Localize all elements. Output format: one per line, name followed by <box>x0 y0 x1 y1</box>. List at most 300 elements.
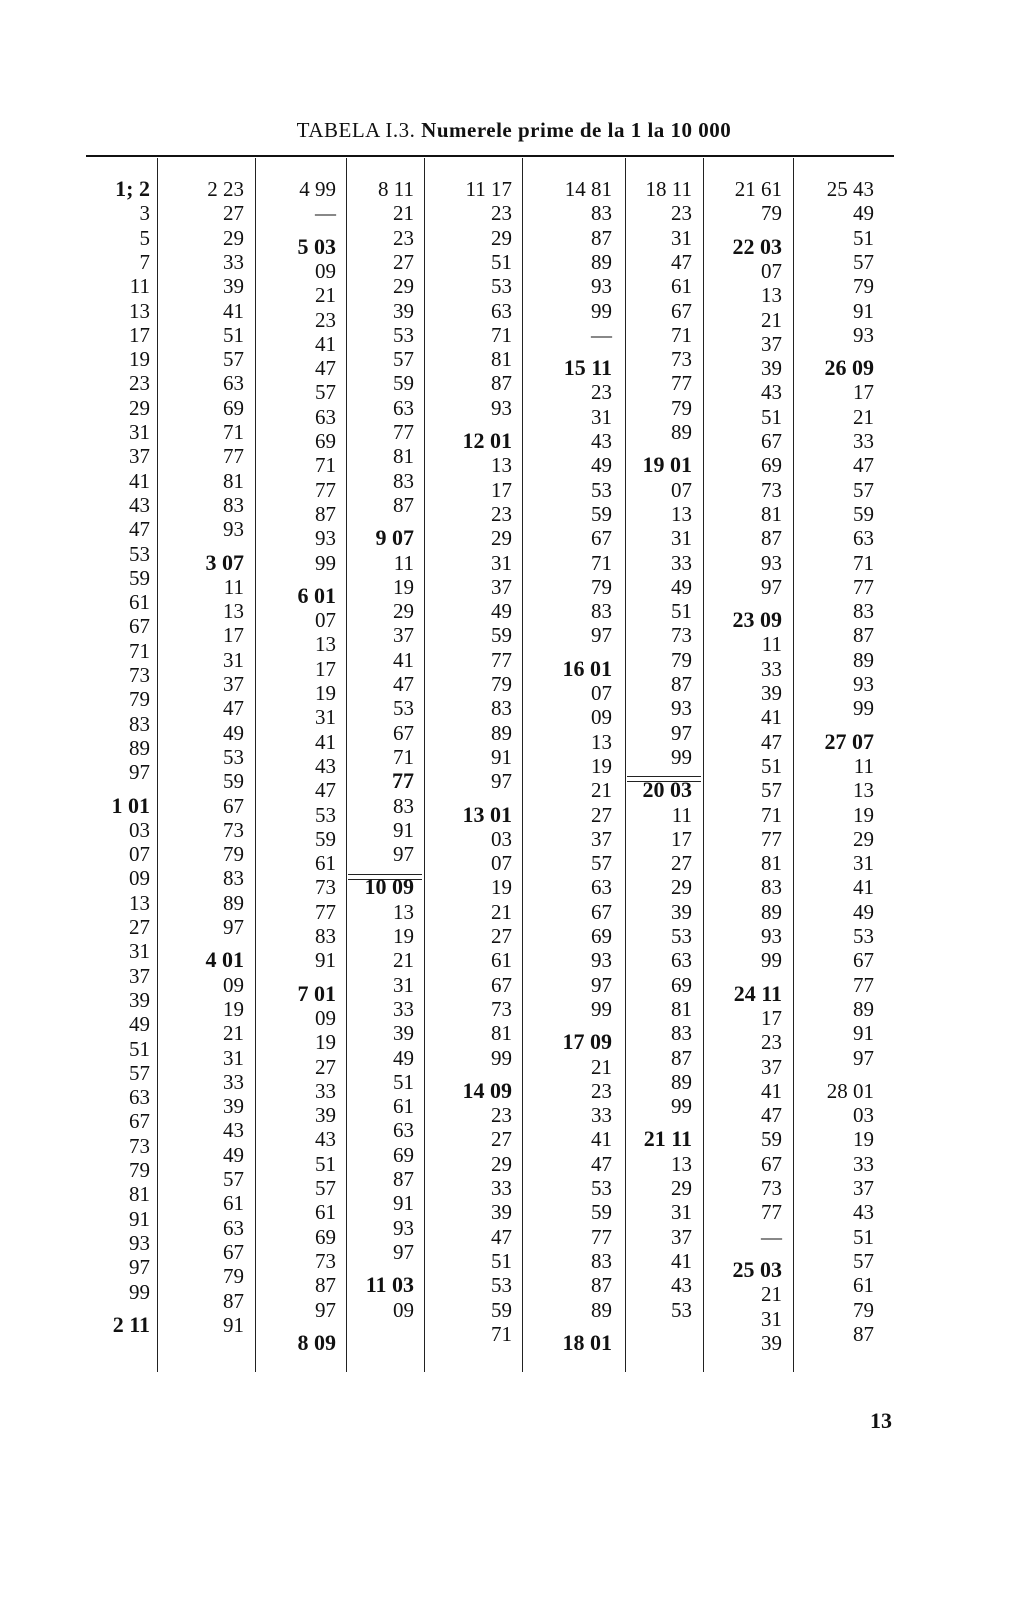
prime-entry: 87 <box>671 1045 692 1070</box>
prime-entry: 59 <box>393 371 414 396</box>
prime-entry: 97 <box>671 720 692 745</box>
prime-entry: 93 <box>853 322 874 347</box>
prime-entry: 11 <box>393 550 414 575</box>
prime-entry: 21 <box>393 201 414 226</box>
prime-entry: 29 <box>671 875 692 900</box>
prime-entry: 77 <box>853 574 874 599</box>
prime-entry: 67 <box>591 899 612 924</box>
prime-entry: 67 <box>853 948 874 973</box>
prime-entry: 19 <box>129 347 150 372</box>
prime-entry: 3 <box>139 201 150 226</box>
prime-entry: 77 <box>761 826 782 851</box>
prime-entry: 89 <box>591 1297 612 1322</box>
prime-entry: 79 <box>853 1297 874 1322</box>
prime-entry: 99 <box>671 1094 692 1119</box>
prime-entry: 61 <box>853 1273 874 1298</box>
prime-entry: 43 <box>315 1127 336 1152</box>
prime-entry: 63 <box>223 1215 244 1240</box>
prime-entry: 59 <box>315 826 336 851</box>
prime-entry: 77 <box>393 420 414 444</box>
prime-entry: 71 <box>491 322 512 347</box>
prime-entry: 67 <box>671 298 692 323</box>
prime-hundreds-entry: 1; 2 <box>115 176 150 201</box>
prime-entry: 73 <box>761 477 782 502</box>
prime-entry: 91 <box>491 744 512 769</box>
prime-entry: 17 <box>315 656 336 681</box>
prime-entry: 33 <box>853 429 874 453</box>
prime-entry: 71 <box>853 550 874 575</box>
prime-hundreds-entry: 6 01 <box>297 582 336 608</box>
prime-entry: 61 <box>223 1191 244 1216</box>
prime-entry: 77 <box>591 1224 612 1249</box>
prime-entry: 51 <box>853 1224 874 1249</box>
prime-hundreds-entry: 25 03 <box>732 1256 782 1282</box>
prime-entry: 79 <box>671 647 692 672</box>
prime-entry: 33 <box>491 1176 512 1200</box>
prime-entry: 47 <box>761 1103 782 1128</box>
prime-entry: 17 <box>491 477 512 502</box>
prime-entry: 97 <box>761 574 782 599</box>
prime-entry: 53 <box>853 924 874 948</box>
prime-entry: 33 <box>853 1151 874 1176</box>
prime-entry: 91 <box>853 298 874 323</box>
prime-entry: — <box>591 322 612 347</box>
prime-entry: 79 <box>129 1158 150 1182</box>
prime-entry: 03 <box>853 1103 874 1128</box>
prime-entry: 41 <box>223 298 244 323</box>
prime-entry: 53 <box>129 541 150 566</box>
prime-entry: 53 <box>315 802 336 827</box>
page-number: 13 <box>870 1408 892 1433</box>
prime-entry: 59 <box>591 1200 612 1225</box>
prime-entry: 13 <box>393 899 414 924</box>
prime-entry: 83 <box>491 696 512 721</box>
prime-entry: 19 <box>591 753 612 778</box>
prime-entry: 69 <box>393 1142 414 1167</box>
prime-entry: 39 <box>223 274 244 299</box>
prime-entry: 87 <box>491 371 512 396</box>
prime-entry: 73 <box>129 663 150 687</box>
prime-entry: 11 <box>223 574 244 599</box>
prime-entry: 27 <box>591 802 612 827</box>
prime-hundreds-entry: 77 <box>392 768 414 794</box>
prime-entry: 53 <box>491 1273 512 1298</box>
prime-entry: 71 <box>129 638 150 663</box>
prime-entry: 99 <box>129 1279 150 1304</box>
prime-entry: 31 <box>223 1045 244 1070</box>
prime-entry: 81 <box>671 996 692 1021</box>
prime-entry: 73 <box>491 996 512 1021</box>
prime-entry: 97 <box>223 915 244 939</box>
prime-entry: 81 <box>761 501 782 526</box>
prime-entry: 93 <box>591 948 612 973</box>
prime-entry: 21 <box>393 948 414 973</box>
prime-entry: 79 <box>491 672 512 696</box>
prime-entry: 87 <box>761 526 782 551</box>
prime-entry: 31 <box>491 550 512 575</box>
prime-entry: 43 <box>223 1118 244 1143</box>
prime-entry: 71 <box>671 322 692 347</box>
prime-entry: 33 <box>223 1069 244 1094</box>
prime-entry: 93 <box>223 517 244 542</box>
prime-entry: 79 <box>671 395 692 420</box>
prime-entry: 29 <box>671 1176 692 1200</box>
prime-entry: 07 <box>315 608 336 633</box>
prime-entry: 71 <box>491 1321 512 1346</box>
prime-entry: 67 <box>491 972 512 997</box>
prime-entry: 37 <box>761 331 782 356</box>
prime-entry: 99 <box>853 696 874 721</box>
prime-entry: 73 <box>671 347 692 372</box>
prime-entry: 8 11 <box>378 177 414 201</box>
prime-entry: 39 <box>393 1021 414 1046</box>
prime-entry: 81 <box>491 1021 512 1046</box>
prime-entry: 41 <box>853 875 874 900</box>
prime-entry: 39 <box>671 899 692 924</box>
prime-entry: 51 <box>491 1248 512 1273</box>
prime-entry: 73 <box>315 1248 336 1273</box>
prime-entry: 73 <box>671 623 692 648</box>
prime-entry: 09 <box>223 972 244 997</box>
prime-entry: 33 <box>393 996 414 1021</box>
prime-entry: 19 <box>491 875 512 900</box>
prime-entry: 13 <box>671 501 692 526</box>
prime-entry: 37 <box>761 1054 782 1079</box>
prime-entry: 89 <box>591 249 612 274</box>
prime-entry: 47 <box>129 517 150 542</box>
prime-entry: 27 <box>491 1127 512 1152</box>
prime-entry: 93 <box>315 526 336 551</box>
prime-entry: 33 <box>761 656 782 681</box>
prime-entry: 67 <box>223 793 244 818</box>
prime-entry: 47 <box>393 672 414 696</box>
prime-entry: 2 23 <box>207 177 244 201</box>
prime-entry: 13 <box>853 778 874 803</box>
prime-entry: 63 <box>671 948 692 973</box>
prime-entry: 21 <box>223 1021 244 1046</box>
prime-entry: 31 <box>761 1306 782 1331</box>
prime-entry: 13 <box>671 1151 692 1176</box>
prime-entry: 21 <box>591 778 612 803</box>
prime-entry: 93 <box>761 550 782 575</box>
prime-entry: 19 <box>315 681 336 705</box>
prime-entry: 91 <box>129 1206 150 1231</box>
prime-entry: 23 <box>491 1103 512 1128</box>
prime-entry: 67 <box>129 614 150 639</box>
prime-entry: 73 <box>223 817 244 842</box>
prime-entry: 39 <box>491 1200 512 1225</box>
prime-entry: 23 <box>129 371 150 396</box>
prime-entry: 87 <box>223 1288 244 1313</box>
prime-entry: 83 <box>223 492 244 517</box>
prime-hundreds-entry: 8 09 <box>297 1329 336 1355</box>
prime-entry: 21 <box>315 283 336 308</box>
prime-entry: 93 <box>853 672 874 696</box>
prime-entry: 63 <box>491 298 512 323</box>
prime-entry: 33 <box>223 249 244 274</box>
prime-entry: 51 <box>393 1069 414 1094</box>
prime-entry: 77 <box>315 899 336 924</box>
prime-entry: 73 <box>761 1176 782 1200</box>
prime-entry: 87 <box>853 623 874 648</box>
prime-entry: — <box>761 1224 782 1249</box>
prime-entry: 51 <box>491 249 512 274</box>
prime-entry: 47 <box>315 778 336 803</box>
prime-entry: 49 <box>853 201 874 226</box>
prime-entry: 4 99 <box>299 177 336 201</box>
prime-entry: 23 <box>491 201 512 226</box>
prime-entry: 99 <box>491 1045 512 1070</box>
prime-entry: 31 <box>671 225 692 250</box>
prime-entry: 99 <box>671 744 692 769</box>
prime-entry: 73 <box>129 1133 150 1158</box>
prime-entry: 51 <box>223 322 244 347</box>
prime-entry: 67 <box>129 1109 150 1134</box>
prime-entry: 53 <box>671 924 692 948</box>
prime-entry: 49 <box>491 599 512 624</box>
prime-entry: 31 <box>223 647 244 672</box>
prime-entry: 83 <box>129 711 150 736</box>
prime-entry: 89 <box>761 899 782 924</box>
prime-entry: 27 <box>223 201 244 226</box>
prime-entry: 71 <box>393 744 414 769</box>
prime-entry: 5 <box>139 225 150 250</box>
prime-entry: 37 <box>393 623 414 648</box>
prime-entry: 59 <box>223 769 244 794</box>
prime-entry: 81 <box>393 444 414 469</box>
prime-entry: 47 <box>315 356 336 381</box>
prime-entry: 47 <box>491 1224 512 1249</box>
prime-entry: 89 <box>853 996 874 1021</box>
prime-entry: 69 <box>671 972 692 997</box>
prime-entry: 79 <box>223 842 244 867</box>
prime-entry: 41 <box>393 647 414 672</box>
prime-entry: 89 <box>853 647 874 672</box>
prime-entry: 43 <box>315 753 336 778</box>
prime-hundreds-entry: 16 01 <box>562 655 612 681</box>
prime-entry: 13 <box>315 632 336 657</box>
prime-entry: 23 <box>491 501 512 526</box>
prime-hundreds-entry: 10 09 <box>364 874 414 900</box>
prime-entry: 41 <box>129 468 150 493</box>
prime-entry: 28 01 <box>826 1078 874 1103</box>
prime-entry: 69 <box>591 924 612 948</box>
prime-entry: 19 <box>315 1030 336 1055</box>
prime-entry: 81 <box>761 851 782 876</box>
prime-entry: 53 <box>591 1176 612 1200</box>
prime-hundreds-entry: 26 09 <box>824 355 874 381</box>
prime-entry: 71 <box>223 420 244 444</box>
prime-entry: 41 <box>315 729 336 754</box>
prime-entry: 31 <box>671 526 692 551</box>
prime-hundreds-entry: 11 03 <box>365 1272 414 1298</box>
prime-entry: 27 <box>129 915 150 939</box>
prime-entry: 37 <box>129 444 150 469</box>
prime-entry: 59 <box>761 1127 782 1152</box>
prime-entry: 57 <box>129 1060 150 1085</box>
prime-entry: 33 <box>671 550 692 575</box>
prime-entry: 71 <box>591 550 612 575</box>
prime-hundreds-entry: 27 07 <box>824 728 874 754</box>
prime-entry: 61 <box>315 851 336 876</box>
prime-entry: 41 <box>761 705 782 730</box>
prime-entry: 61 <box>671 274 692 299</box>
prime-hundreds-entry: 12 01 <box>462 428 512 453</box>
prime-entry: 93 <box>393 1215 414 1240</box>
prime-entry: 87 <box>591 1273 612 1298</box>
prime-entry: 31 <box>129 420 150 444</box>
prime-hundreds-entry: 21 11 <box>643 1126 692 1152</box>
prime-entry: 23 <box>761 1030 782 1055</box>
prime-entry: 99 <box>761 948 782 973</box>
prime-entry: 18 11 <box>645 177 692 201</box>
prime-entry: 57 <box>315 380 336 405</box>
prime-hundreds-entry: 1 01 <box>111 792 150 818</box>
prime-entry: 97 <box>591 623 612 648</box>
prime-entry: 13 <box>129 890 150 915</box>
prime-entry: 81 <box>129 1182 150 1207</box>
prime-entry: 23 <box>591 380 612 405</box>
prime-entry: 23 <box>591 1078 612 1103</box>
prime-entry: 23 <box>315 307 336 332</box>
prime-entry: 91 <box>853 1021 874 1046</box>
prime-entry: 27 <box>393 249 414 274</box>
prime-entry: 59 <box>491 1297 512 1322</box>
prime-entry: 99 <box>315 550 336 575</box>
prime-hundreds-entry: 9 07 <box>375 525 414 551</box>
prime-entry: 67 <box>761 1151 782 1176</box>
prime-entry: 27 <box>491 924 512 948</box>
prime-entry: 25 43 <box>826 177 874 201</box>
prime-entry: 59 <box>491 623 512 648</box>
prime-entry: 29 <box>491 526 512 551</box>
prime-entry: 77 <box>761 1200 782 1225</box>
prime-hundreds-entry: 23 09 <box>732 607 782 633</box>
prime-entry: 29 <box>129 395 150 420</box>
prime-entry: 53 <box>393 696 414 721</box>
prime-entry: 27 <box>671 851 692 876</box>
prime-hundreds-entry: 14 09 <box>462 1077 512 1103</box>
prime-entry: 19 <box>853 802 874 827</box>
prime-entry: 49 <box>853 899 874 924</box>
prime-entry: 67 <box>393 720 414 745</box>
prime-entry: 93 <box>491 395 512 420</box>
prime-entry: 49 <box>671 574 692 599</box>
prime-entry: 51 <box>853 225 874 250</box>
prime-entry: 67 <box>223 1239 244 1264</box>
prime-entry: 89 <box>223 890 244 915</box>
prime-entry: 37 <box>491 574 512 599</box>
prime-hundreds-entry: 3 07 <box>205 549 244 575</box>
prime-entry: 09 <box>129 866 150 891</box>
prime-entry: 91 <box>393 1191 414 1216</box>
prime-entry: 97 <box>129 1255 150 1280</box>
prime-entry: 47 <box>223 696 244 721</box>
prime-entry: 93 <box>671 696 692 721</box>
prime-entry: 07 <box>129 842 150 867</box>
prime-entry: 79 <box>223 1264 244 1289</box>
prime-entry: 49 <box>129 1012 150 1037</box>
prime-entry: 97 <box>591 972 612 997</box>
prime-entry: 09 <box>315 258 336 283</box>
prime-entry: 77 <box>671 371 692 396</box>
prime-entry: 97 <box>393 1239 414 1264</box>
prime-entry: 87 <box>315 501 336 526</box>
prime-entry: 69 <box>761 453 782 478</box>
prime-entry: 37 <box>671 1224 692 1249</box>
prime-entry: 87 <box>315 1273 336 1298</box>
prime-entry: 89 <box>671 420 692 444</box>
prime-entry: 69 <box>223 395 244 420</box>
prime-entry: 83 <box>591 1248 612 1273</box>
prime-entry: 91 <box>223 1312 244 1337</box>
prime-entry: 21 <box>853 404 874 429</box>
prime-entry: 27 <box>315 1054 336 1079</box>
prime-entry: 59 <box>591 501 612 526</box>
prime-entry: 41 <box>315 331 336 356</box>
prime-entry: 07 <box>761 258 782 283</box>
prime-entry: 39 <box>223 1094 244 1119</box>
prime-entry: 31 <box>393 972 414 997</box>
prime-entry: 11 <box>671 802 692 827</box>
prime-entry: 63 <box>223 371 244 396</box>
prime-entry: 29 <box>491 1151 512 1176</box>
prime-entry: 09 <box>315 1005 336 1030</box>
prime-entry: 47 <box>591 1151 612 1176</box>
prime-entry: 23 <box>393 225 414 250</box>
prime-entry: 67 <box>591 526 612 551</box>
prime-entry: 47 <box>671 249 692 274</box>
prime-entry: 87 <box>853 1321 874 1346</box>
prime-entry: 53 <box>393 322 414 347</box>
prime-entry: 97 <box>853 1045 874 1070</box>
prime-entry: 99 <box>591 298 612 323</box>
prime-entry: 73 <box>315 875 336 900</box>
prime-entry: 77 <box>315 477 336 502</box>
prime-entry: 21 <box>591 1054 612 1079</box>
prime-entry: 51 <box>129 1036 150 1061</box>
prime-entry: 51 <box>671 599 692 624</box>
prime-entry: 03 <box>129 817 150 842</box>
prime-entry: 97 <box>491 769 512 794</box>
prime-entry: 17 <box>671 826 692 851</box>
prime-entry: 43 <box>761 380 782 405</box>
prime-entry: 61 <box>129 590 150 615</box>
prime-entry: 63 <box>315 404 336 429</box>
prime-entry: — <box>315 201 336 226</box>
prime-entry: 09 <box>591 705 612 730</box>
prime-entry: 51 <box>761 753 782 778</box>
prime-entry: 63 <box>393 1118 414 1143</box>
prime-entry: 19 <box>853 1127 874 1152</box>
prime-entry: 63 <box>853 526 874 551</box>
prime-hundreds-entry: 20 03 <box>642 777 692 803</box>
prime-entry: 29 <box>393 599 414 624</box>
prime-entry: 93 <box>761 924 782 948</box>
prime-entry: 99 <box>591 996 612 1021</box>
prime-entry: 03 <box>491 826 512 851</box>
prime-entry: 31 <box>671 1200 692 1225</box>
prime-entry: 43 <box>129 492 150 517</box>
prime-entry: 39 <box>315 1103 336 1128</box>
prime-entry: 67 <box>761 429 782 453</box>
title-prefix: TABELA I.3. <box>296 118 416 142</box>
prime-hundreds-entry: 4 01 <box>205 947 244 973</box>
prime-hundreds-entry: 7 01 <box>297 980 336 1006</box>
prime-entry: 57 <box>853 1248 874 1273</box>
prime-hundreds-entry: 18 01 <box>562 1329 612 1355</box>
prime-entry: 97 <box>315 1297 336 1322</box>
